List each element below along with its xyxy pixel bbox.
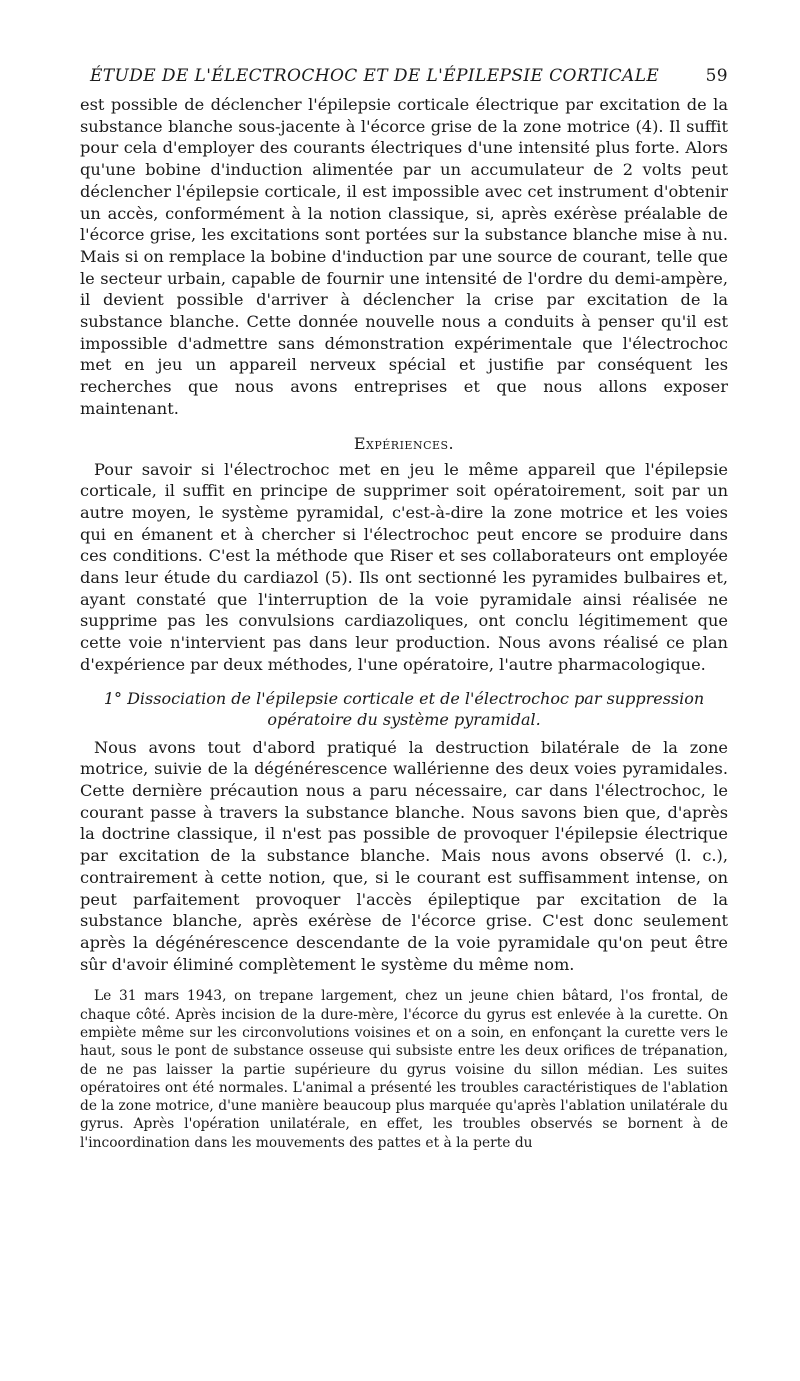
document-page — [80, 64, 728, 1152]
page-number: 59 — [705, 66, 728, 86]
section-heading-experiences: Expériences. — [353, 433, 455, 453]
paragraph-experiences: Pour savoir si l'électrochoc met en jeu le même appareil que l'épilepsie corticale, il suffit en principe de supprimer soit opératoirement, soit par un autre moyen, le système pyramidal, c'est-à-dire la zone motrice et les voies qui en émanent et à chercher si l'électrochoc peut encore se produire dans ces conditions. C'est la méthode que Riser et ses collaborateurs ont employée dans leur étude du cardiazol (5). Ils ont sectionné les pyramides bulbaires et, ayant constaté que l'interruption de la voie pyramidale ainsi réalisée ne supprime pas les convulsions cardiazoliques, ont conclu légitimement que cette voie n'intervient pas dans leur production. Nous avons réalisé ce plan d'expérience par deux méthodes, l'une opératoire, l'autre pharmacologique. — [80, 459, 728, 674]
running-head — [80, 64, 728, 94]
paragraph-case-report: Le 31 mars 1943, on trepane largement, chez un jeune chien bâtard, l'os frontal, de chaque côté. Après incision de la dure-mère, l'écorce du gyrus est enlevée à la curette. On empiète même sur les circonvolutions voisines et on a soin, en enfonçant la curette vers le haut, sous le pont de substance osseuse qui subsiste entre les deux orifices de trépanation, de ne pas laisser la partie supérieure du gyrus voisine du sillon médian. Les suites opératoires ont été normales. L'animal a présenté les troubles caractéristiques de l'ablation de la zone motrice, d'une manière beaucoup plus marquée qu'après l'ablation unilatérale du gyrus. Après l'opération unilatérale, en effet, les troubles observés se bornent à de l'incoordination dans les mouvements des pattes et à la perte du — [80, 988, 728, 1151]
paragraph-intro: est possible de déclencher l'épilepsie corticale électrique par excitation de la substance blanche sous-jacente à l'écorce grise de la zone motrice (4). Il suffit pour cela d'employer des courants électriques d'une intensité plus forte. Alors qu'une bobine d'induction alimentée par un accumulateur de 2 volts peut déclencher l'épilepsie corticale, il est impossible avec cet instrument d'obtenir un accès, conformément à la notion classique, si, après exérèse préalable de l'écorce grise, les excitations sont portées sur la substance blanche mise à nu. Mais si on remplace la bobine d'induction par une source de courant, telle que le secteur urbain, capable de fournir une intensité de l'ordre du demi-ampère, il devient possible d'arriver à déclencher la crise par excitation de la substance blanche. Cette donnée nouvelle nous a conduits à penser qu'il est impossible d'admettre sans démonstration expérimentale que l'électrochoc met en jeu un appareil nerveux spécial et justifie par conséquent les recherches que nous avons entreprises et que nous allons exposer maintenant. — [80, 95, 728, 418]
paragraph-destruction: Nous avons tout d'abord pratiqué la destruction bilatérale de la zone motrice, suivie de la dégénérescence wallérienne des deux voies pyramidales. Cette dernière précaution nous a paru nécessaire, car dans l'électrochoc, le courant passe à travers la substance blanche. Nous savons bien que, d'après la doctrine classique, il n'est pas possible de provoquer l'épilepsie électrique par excitation de la substance blanche. Mais nous avons observé (l. c.), contrairement à cette notion, que, si le courant est suffisamment intense, on peut parfaitement provoquer l'accès épileptique par excitation de la substance blanche, après exérèse de l'écorce grise. C'est donc seulement après la dégénérescence descendante de la voie pyramidale qu'on peut être sûr d'avoir éliminé complètement le système du même nom. — [80, 737, 728, 974]
subsection-heading-dissociation: 1° Dissociation de l'épilepsie corticale et de l'électrochoc par suppression opératoire du système pyramidal. — [103, 688, 705, 730]
running-head-title: ÉTUDE DE L'ÉLECTROCHOC ET DE L'ÉPILEPSIE CORTICALE — [90, 66, 660, 86]
